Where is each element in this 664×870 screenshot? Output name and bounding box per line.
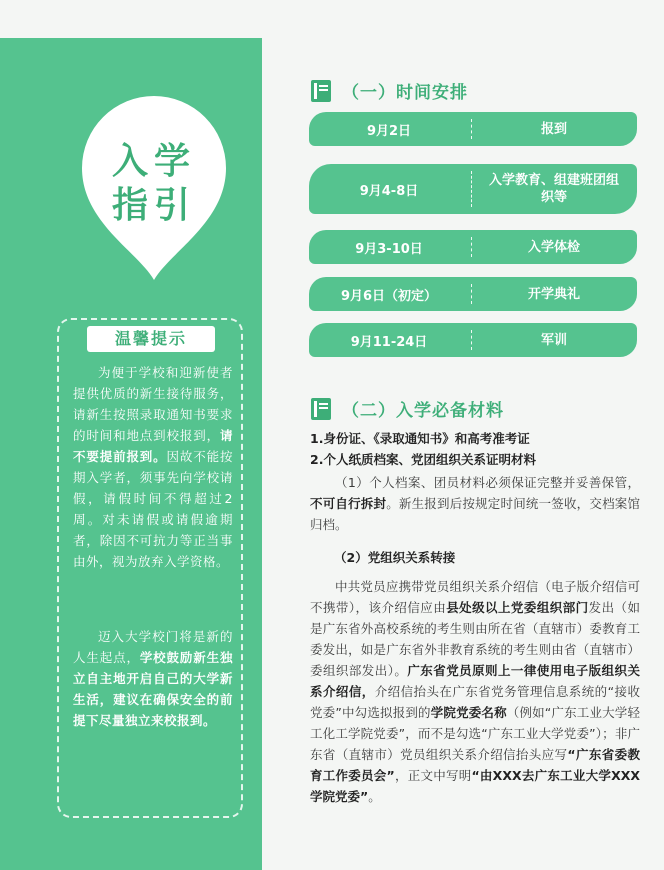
party-bold-d: 广东省党员原则上一律使用电子版组织关系介绍信， <box>310 663 640 699</box>
tips-p1-text-c: 因故不能按期入学者，须事先向学校请假，请假时间不得超过2周。对未请假或请假逾期者，除因不可抗力等正当事由外，视为放弃入学资格。 <box>73 449 233 569</box>
party-text-c: 发出（如是广东省外高校系统的考生则由所在省（直辖市）委教育工委发出，如是广东省外非教育系统的考生则由省（直辖市）委组织部发出）。 <box>310 600 640 678</box>
tips-box <box>57 318 243 818</box>
book-icon <box>310 79 332 103</box>
schedule-date: 9月6日（初定） <box>340 288 438 304</box>
tips-p2-bold: 学校鼓励新生独立自主地开启自己的大学新生活，建议在确保安全的前提下尽量独立来校报到。 <box>73 650 233 728</box>
tips-p1-text-a: 为便于学校和迎新使者提供优质的新生接待服务，请新生按照录取通知书要求的时间和地点到校报到， <box>73 365 233 443</box>
schedule-divider <box>471 284 472 304</box>
archive-bold: 不可自行拆封 <box>310 496 387 511</box>
schedule-event: 军训 <box>540 332 567 348</box>
schedule-date: 9月4-8日 <box>359 183 419 199</box>
material-item-2: 2.个人纸质档案、党团组织关系证明材料 <box>310 452 536 467</box>
party-text-e: 介绍信抬头在广东省党务管理信息系统的“接收党委”中勾选拟报到的 <box>310 684 640 720</box>
party-bold-b: 县处级以上党委组织部门 <box>446 600 589 615</box>
material-item-1: 1.身份证、《录取通知书》和高考准考证 <box>310 431 530 446</box>
schedule-row <box>309 277 637 311</box>
party-text-i: ，正文中写明 <box>394 768 472 783</box>
book-icon <box>310 397 332 421</box>
tips-title: 温馨提示 <box>87 326 215 352</box>
party-paragraph <box>310 576 640 807</box>
schedule-divider <box>471 237 472 257</box>
schedule-row <box>309 323 637 357</box>
schedule-divider <box>471 330 472 350</box>
party-text-g: （例如“广东工业大学轻工化工学院党委”，而不是勾选“广东工业大学党委”）；非广东省（直辖市）党员组织关系介绍信抬头应写 <box>310 705 640 762</box>
archive-text-c: 。新生报到后按规定时间统一签收，交档案馆归档。 <box>310 496 640 532</box>
schedule-date: 9月3-10日 <box>355 241 423 257</box>
schedule-row <box>309 164 637 214</box>
schedule-date: 9月2日 <box>366 123 412 139</box>
tips-p2-text-a: 迈入大学校门将是新的人生起点， <box>73 629 233 665</box>
badge-line-1: 入学 <box>111 141 196 182</box>
schedule-event: 入学体检 <box>527 239 580 255</box>
schedule-event: 报到 <box>540 121 567 137</box>
schedule-event: 入学教育、组建班团组织等 <box>489 173 620 205</box>
archive-paragraph <box>310 472 640 535</box>
party-subhead: （2）党组织关系转接 <box>334 550 456 565</box>
party-bold-f: 学院党委名称 <box>430 705 507 720</box>
party-bold-h: “广东省委教育工作委员会” <box>310 747 640 783</box>
section-2-header <box>310 396 504 421</box>
schedule-divider <box>471 171 472 207</box>
party-text-k: 。 <box>368 789 381 804</box>
schedule-row <box>309 230 637 264</box>
section-2-title: （二）入学必备材料 <box>342 401 504 421</box>
schedule-date: 9月11-24日 <box>350 334 428 350</box>
badge-line-2: 指引 <box>111 185 196 226</box>
section-1-title: （一）时间安排 <box>342 83 468 103</box>
archive-text-a: （1）个人档案、团员材料必须保证完整并妥善保管， <box>335 475 640 490</box>
schedule-divider <box>471 119 472 139</box>
party-text-a: 中共党员应携带党员组织关系介绍信（电子版介绍信可不携带），该介绍信应由 <box>310 579 640 615</box>
tips-paragraph-1 <box>73 362 233 572</box>
guide-badge <box>78 92 230 282</box>
tips-paragraph-2 <box>73 626 233 731</box>
tips-p1-bold: 请不要提前报到。 <box>73 428 233 464</box>
party-bold-j: “由XXX去广东工业大学XXX学院党委” <box>310 768 640 804</box>
badge-title <box>78 140 230 228</box>
section-1-header <box>310 78 468 103</box>
schedule-event: 开学典礼 <box>527 286 580 302</box>
schedule-row <box>309 112 637 146</box>
